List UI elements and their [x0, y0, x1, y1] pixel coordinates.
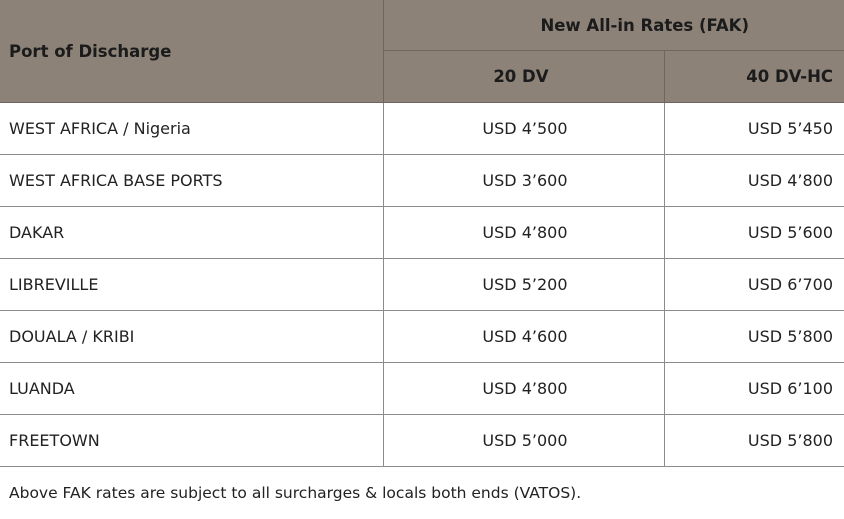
rate-20dv-cell: USD 3’600 [383, 155, 664, 207]
rate-20dv-cell: USD 4’800 [383, 363, 664, 415]
col-20dv-header: 20 DV [383, 51, 664, 103]
rates-table-body [0, 103, 844, 467]
rate-40dvhc-cell: USD 5’800 [664, 311, 844, 363]
table-row [0, 103, 844, 155]
table-row [0, 363, 844, 415]
rate-40dvhc-cell: USD 5’800 [664, 415, 844, 467]
surcharges-note: Above FAK rates are subject to all surcharges & locals both ends (VATOS). [9, 484, 582, 502]
rate-40dvhc-cell: USD 6’700 [664, 259, 844, 311]
port-cell: DAKAR [0, 207, 383, 259]
port-of-discharge-header: Port of Discharge [0, 0, 383, 103]
port-cell: FREETOWN [0, 415, 383, 467]
table-row [0, 311, 844, 363]
rate-40dvhc-cell: USD 4’800 [664, 155, 844, 207]
rate-40dvhc-cell: USD 5’450 [664, 103, 844, 155]
rate-20dv-cell: USD 4’800 [383, 207, 664, 259]
port-cell: LUANDA [0, 363, 383, 415]
port-cell: DOUALA / KRIBI [0, 311, 383, 363]
rate-40dvhc-cell: USD 6’100 [664, 363, 844, 415]
table-row [0, 415, 844, 467]
rate-20dv-cell: USD 5’000 [383, 415, 664, 467]
header-row-top [0, 0, 844, 51]
col-40dvhc-header: 40 DV-HC [664, 51, 844, 103]
rate-20dv-cell: USD 5’200 [383, 259, 664, 311]
port-cell: WEST AFRICA BASE PORTS [0, 155, 383, 207]
rates-table-header [0, 0, 844, 103]
rate-20dv-cell: USD 4’600 [383, 311, 664, 363]
all-in-rates-header: New All-in Rates (FAK) [383, 0, 844, 51]
table-row [0, 207, 844, 259]
rate-20dv-cell: USD 4’500 [383, 103, 664, 155]
table-row [0, 259, 844, 311]
rate-40dvhc-cell: USD 5’600 [664, 207, 844, 259]
port-cell: WEST AFRICA / Nigeria [0, 103, 383, 155]
port-cell: LIBREVILLE [0, 259, 383, 311]
table-row [0, 155, 844, 207]
